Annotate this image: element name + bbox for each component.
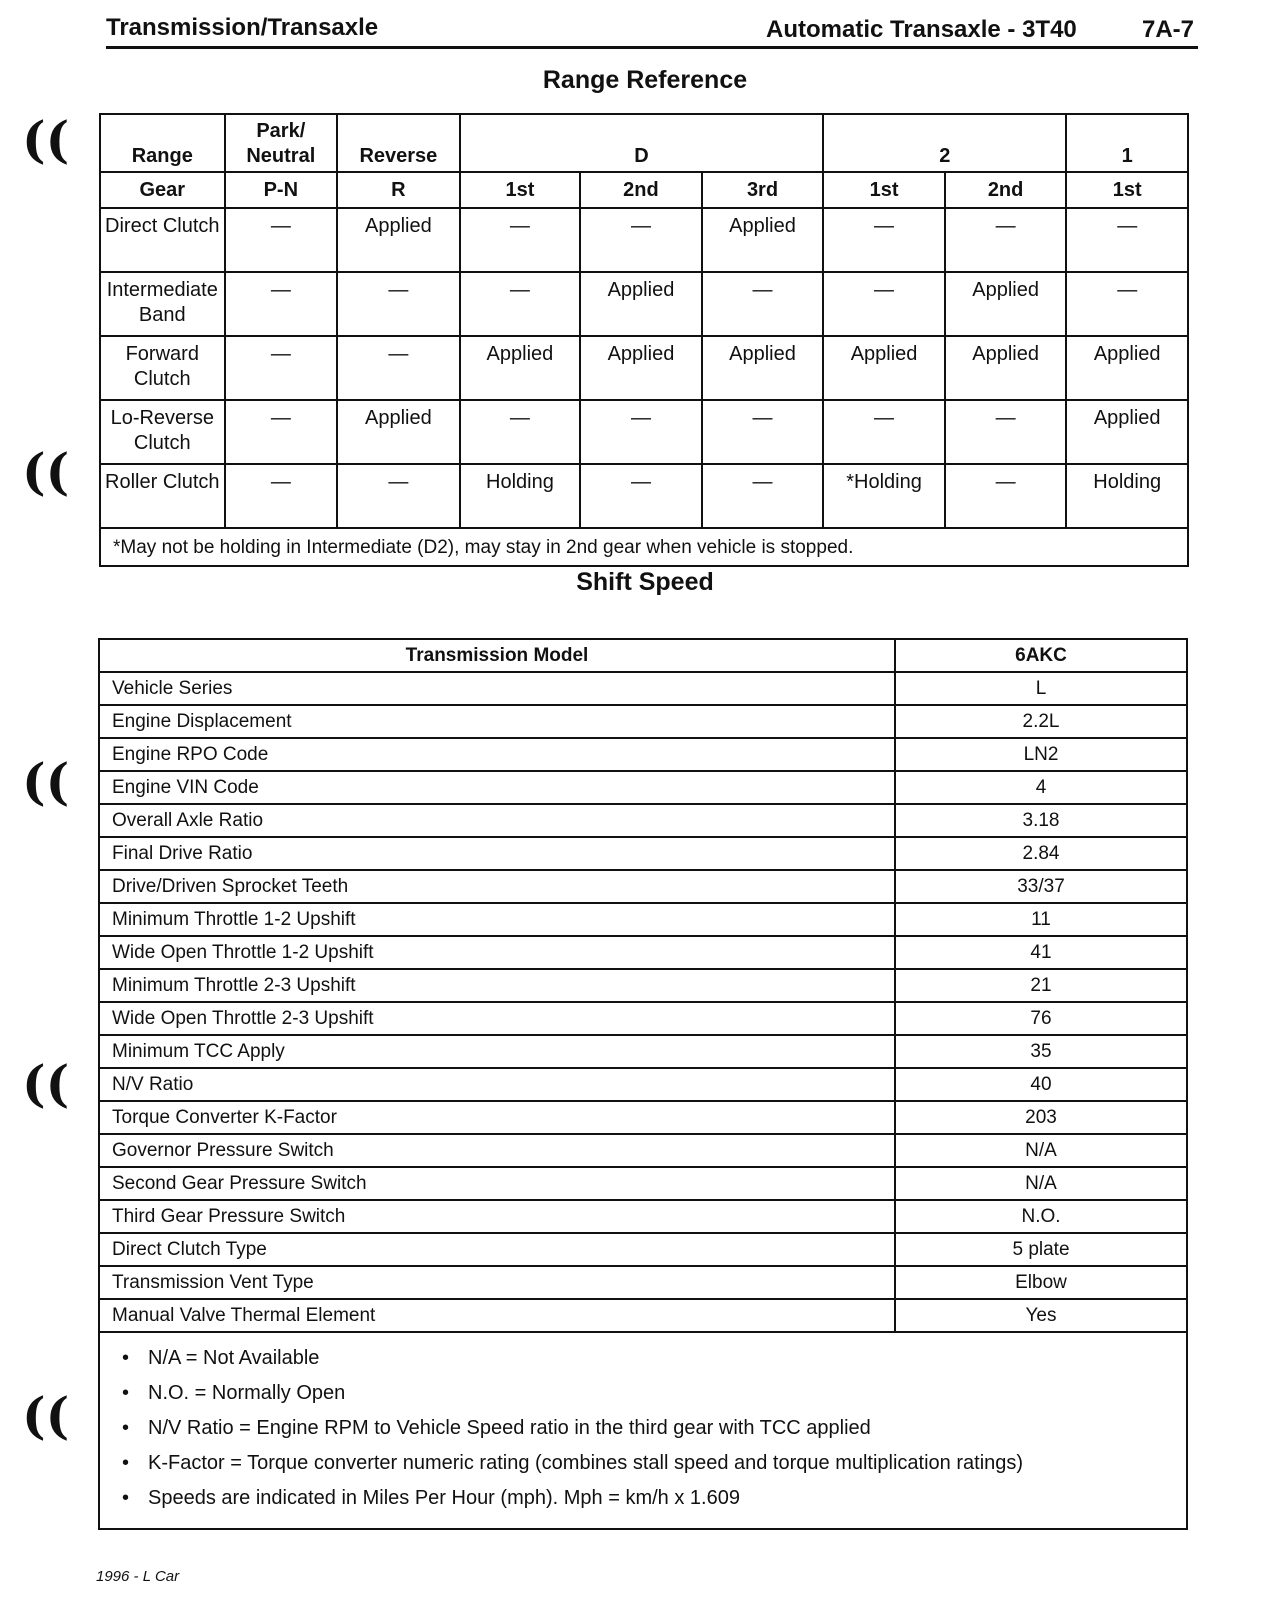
shift-row-label: Wide Open Throttle 2-3 Upshift xyxy=(99,1002,895,1035)
header-section-title: Transmission/Transaxle xyxy=(106,14,379,41)
shift-row xyxy=(99,1035,1187,1068)
shift-row xyxy=(99,771,1187,804)
gear-cell: 1st xyxy=(823,172,945,208)
shift-row xyxy=(99,1134,1187,1167)
note-item xyxy=(122,1446,1186,1481)
binder-hole-mark: (( xyxy=(22,1386,70,1445)
shift-row-label: Minimum Throttle 2-3 Upshift xyxy=(99,969,895,1002)
bullet-icon: • xyxy=(122,1382,130,1404)
note-text: N.O. = Normally Open xyxy=(148,1382,346,1404)
shift-row-label: Overall Axle Ratio xyxy=(99,804,895,837)
range-row xyxy=(100,336,1188,400)
shift-row-label: Transmission Vent Type xyxy=(99,1266,895,1299)
shift-row-label: Drive/Driven Sprocket Teeth xyxy=(99,870,895,903)
gear-cell: P-N xyxy=(225,172,338,208)
range-cell: — xyxy=(702,272,824,336)
range-drive: D xyxy=(460,114,824,172)
shift-row-value: LN2 xyxy=(895,738,1187,771)
shift-row xyxy=(99,672,1187,705)
range-cell: Applied xyxy=(337,208,460,272)
shift-row-value: 76 xyxy=(895,1002,1187,1035)
shift-row-value: 2.2L xyxy=(895,705,1187,738)
shift-row-value: 4 xyxy=(895,771,1187,804)
range-row xyxy=(100,464,1188,528)
range-cell: — xyxy=(1066,208,1188,272)
shift-row-label: Torque Converter K-Factor xyxy=(99,1101,895,1134)
shift-row-label: Wide Open Throttle 1-2 Upshift xyxy=(99,936,895,969)
shift-row-value: 3.18 xyxy=(895,804,1187,837)
range-cell: *Holding xyxy=(823,464,945,528)
shift-row-label: Minimum TCC Apply xyxy=(99,1035,895,1068)
shift-row xyxy=(99,1101,1187,1134)
shift-row xyxy=(99,1167,1187,1200)
range-cell: — xyxy=(823,272,945,336)
range-cell: Applied xyxy=(460,336,581,400)
range-cell: — xyxy=(1066,272,1188,336)
range-cell: — xyxy=(460,208,581,272)
binder-hole-mark: (( xyxy=(22,110,70,169)
bullet-icon: • xyxy=(122,1347,130,1369)
shift-row xyxy=(99,1068,1187,1101)
range-cell: Applied xyxy=(337,400,460,464)
range-footnote: *May not be holding in Intermediate (D2), may stay in 2nd gear when vehicle is stopped. xyxy=(100,528,1188,566)
range-cell: — xyxy=(460,400,581,464)
range-note-row xyxy=(100,528,1188,566)
range-cell: — xyxy=(580,400,702,464)
shift-row-label: N/V Ratio xyxy=(99,1068,895,1101)
range-cell: — xyxy=(945,464,1067,528)
transmission-model-value: 6AKC xyxy=(895,639,1187,672)
shift-row-value: 41 xyxy=(895,936,1187,969)
range-cell: — xyxy=(823,400,945,464)
shift-row-label: Governor Pressure Switch xyxy=(99,1134,895,1167)
range-cell: Applied xyxy=(945,272,1067,336)
shift-row xyxy=(99,1200,1187,1233)
shift-row-value: 5 plate xyxy=(895,1233,1187,1266)
shift-row-value: Elbow xyxy=(895,1266,1187,1299)
shift-row-value: 2.84 xyxy=(895,837,1187,870)
shift-row xyxy=(99,936,1187,969)
range-cell: Applied xyxy=(580,272,702,336)
transmission-model-label: Transmission Model xyxy=(99,639,895,672)
shift-row-value: 35 xyxy=(895,1035,1187,1068)
range-cell: — xyxy=(945,208,1067,272)
shift-row xyxy=(99,1233,1187,1266)
shift-row-label: Vehicle Series xyxy=(99,672,895,705)
shift-notes-row xyxy=(99,1332,1187,1529)
gear-cell: 2nd xyxy=(580,172,702,208)
note-item xyxy=(122,1341,1186,1376)
range-cell: — xyxy=(580,464,702,528)
range-first: 1 xyxy=(1066,114,1188,172)
page-footer: 1996 - L Car xyxy=(96,1568,180,1585)
range-park-neutral: Park/ Neutral xyxy=(225,114,338,172)
range-cell: — xyxy=(225,336,338,400)
gear-cell: 1st xyxy=(460,172,581,208)
shift-row xyxy=(99,1299,1187,1332)
range-cell: — xyxy=(580,208,702,272)
note-item xyxy=(122,1481,1186,1516)
shift-row-value: 203 xyxy=(895,1101,1187,1134)
gear-cell: R xyxy=(337,172,460,208)
shift-row xyxy=(99,705,1187,738)
range-cell: Holding xyxy=(460,464,581,528)
gear-header-row xyxy=(100,172,1188,208)
range-row xyxy=(100,272,1188,336)
shift-header-row xyxy=(99,639,1187,672)
shift-row xyxy=(99,738,1187,771)
range-cell: — xyxy=(337,272,460,336)
shift-row-label: Minimum Throttle 1-2 Upshift xyxy=(99,903,895,936)
range-cell: — xyxy=(225,464,338,528)
range-cell: — xyxy=(702,464,824,528)
shift-notes xyxy=(99,1332,1187,1529)
shift-row-label: Engine VIN Code xyxy=(99,771,895,804)
shift-row-value: 11 xyxy=(895,903,1187,936)
shift-row xyxy=(99,1002,1187,1035)
shift-row xyxy=(99,1266,1187,1299)
note-text: Speeds are indicated in Miles Per Hour (mph). Mph = km/h x 1.609 xyxy=(148,1487,740,1509)
shift-row xyxy=(99,837,1187,870)
shift-row-value: L xyxy=(895,672,1187,705)
range-reference-title: Range Reference xyxy=(542,66,748,94)
page-header xyxy=(106,10,1198,49)
range-cell: — xyxy=(337,336,460,400)
component-name: Forward Clutch xyxy=(100,336,225,400)
range-cell: Applied xyxy=(823,336,945,400)
bullet-icon: • xyxy=(122,1417,130,1439)
range-label: Range xyxy=(100,114,225,172)
bullet-icon: • xyxy=(122,1487,130,1509)
gear-cell: 1st xyxy=(1066,172,1188,208)
note-text: N/V Ratio = Engine RPM to Vehicle Speed ratio in the third gear with TCC applied xyxy=(148,1417,871,1439)
gear-label: Gear xyxy=(100,172,225,208)
range-reference-table xyxy=(99,113,1189,567)
binder-hole-mark: (( xyxy=(22,442,70,501)
shift-row xyxy=(99,969,1187,1002)
shift-row-label: Direct Clutch Type xyxy=(99,1233,895,1266)
range-cell: — xyxy=(702,400,824,464)
range-cell: — xyxy=(225,400,338,464)
note-text: N/A = Not Available xyxy=(148,1347,320,1369)
range-cell: Applied xyxy=(945,336,1067,400)
binder-hole-mark: (( xyxy=(22,752,70,811)
shift-row xyxy=(99,903,1187,936)
shift-row-value: Yes xyxy=(895,1299,1187,1332)
range-cell: Holding xyxy=(1066,464,1188,528)
component-name: Intermediate Band xyxy=(100,272,225,336)
note-text: K-Factor = Torque converter numeric rating (combines stall speed and torque multiplication ratings) xyxy=(148,1452,1024,1474)
range-cell: Applied xyxy=(702,208,824,272)
shift-row-label: Second Gear Pressure Switch xyxy=(99,1167,895,1200)
range-cell: — xyxy=(460,272,581,336)
gear-cell: 3rd xyxy=(702,172,824,208)
shift-row-value: 40 xyxy=(895,1068,1187,1101)
range-cell: — xyxy=(337,464,460,528)
shift-row-value: 21 xyxy=(895,969,1187,1002)
shift-row-value: N/A xyxy=(895,1167,1187,1200)
range-cell: — xyxy=(823,208,945,272)
shift-speed-title: Shift Speed xyxy=(576,568,714,596)
range-cell: — xyxy=(225,208,338,272)
range-row xyxy=(100,400,1188,464)
range-second: 2 xyxy=(823,114,1066,172)
gear-cell: 2nd xyxy=(945,172,1067,208)
shift-row xyxy=(99,804,1187,837)
shift-row xyxy=(99,870,1187,903)
shift-row-label: Final Drive Ratio xyxy=(99,837,895,870)
component-name: Direct Clutch xyxy=(100,208,225,272)
shift-row-value: 33/37 xyxy=(895,870,1187,903)
range-cell: Applied xyxy=(702,336,824,400)
range-cell: Applied xyxy=(1066,400,1188,464)
bullet-icon: • xyxy=(122,1452,130,1474)
component-name: Lo-Reverse Clutch xyxy=(100,400,225,464)
note-item xyxy=(122,1376,1186,1411)
note-item xyxy=(122,1411,1186,1446)
range-cell: — xyxy=(945,400,1067,464)
component-name: Roller Clutch xyxy=(100,464,225,528)
shift-row-label: Engine Displacement xyxy=(99,705,895,738)
shift-row-label: Engine RPO Code xyxy=(99,738,895,771)
range-cell: Applied xyxy=(1066,336,1188,400)
shift-row-label: Third Gear Pressure Switch xyxy=(99,1200,895,1233)
header-document-title: Automatic Transaxle - 3T40 xyxy=(766,16,1077,43)
shift-row-label: Manual Valve Thermal Element xyxy=(99,1299,895,1332)
shift-row-value: N/A xyxy=(895,1134,1187,1167)
range-cell: — xyxy=(225,272,338,336)
range-header-row xyxy=(100,114,1188,172)
page-number: 7A-7 xyxy=(1141,16,1194,43)
binder-hole-mark: (( xyxy=(22,1054,70,1113)
shift-row-value: N.O. xyxy=(895,1200,1187,1233)
range-cell: Applied xyxy=(580,336,702,400)
range-row xyxy=(100,208,1188,272)
shift-speed-table xyxy=(98,638,1188,1530)
range-reverse: Reverse xyxy=(337,114,460,172)
